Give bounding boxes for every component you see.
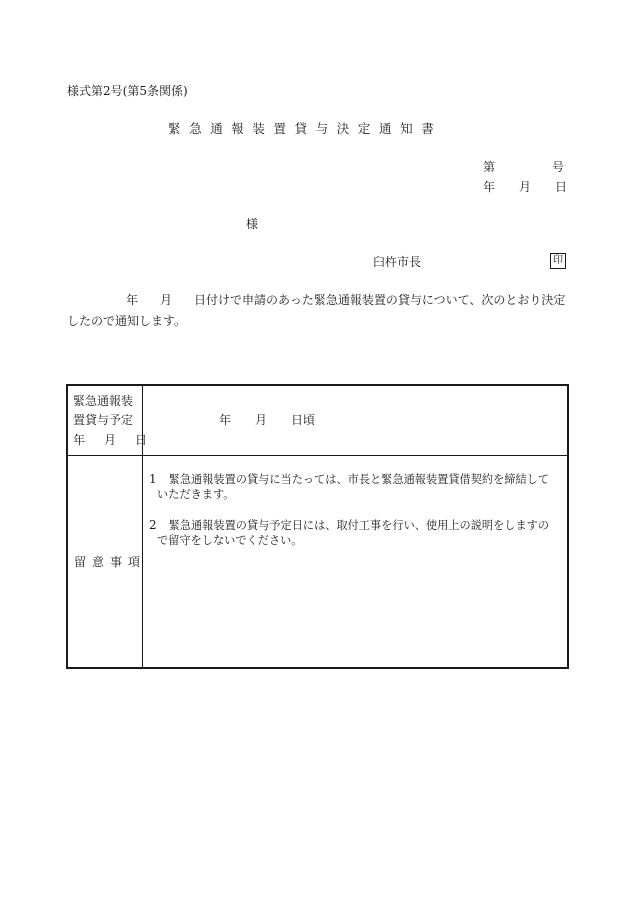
note-1-number: 1 — [149, 472, 157, 486]
note-1-line-2: いただきます。 — [157, 488, 235, 501]
note-2-line-1 — [149, 519, 549, 531]
value-month: 月 — [255, 413, 268, 427]
issue-date — [483, 181, 567, 193]
scheduled-date-label-line-2: 置貸与予定 — [73, 413, 134, 427]
body-year: 年 — [126, 293, 139, 307]
body-rest: 日付けで申請のあった緊急通報装置の貸与について、次のとおり決定 — [194, 293, 566, 307]
issuer-mayor: 臼杵市長 — [373, 255, 422, 269]
value-year: 年 — [219, 413, 232, 427]
note-2-line-2: で留守をしないでください。 — [157, 534, 303, 547]
label-year: 年 — [73, 433, 86, 447]
scheduled-date-label-line-3 — [73, 434, 147, 446]
note-1-line-1 — [149, 473, 549, 485]
body-month: 月 — [160, 293, 173, 307]
notes-label: 留意事項 — [74, 555, 147, 569]
info-table — [66, 384, 569, 669]
addressee-honorific: 様 — [246, 217, 259, 231]
issue-date-day: 日 — [555, 180, 568, 194]
note-1-text: 緊急通報装置の貸与に当たっては、市長と緊急通報装置貸借契約を締結して — [168, 473, 550, 486]
form-number: 様式第2号(第5条関係) — [67, 84, 188, 98]
document-title: 緊急通報装置貸与決定通知書 — [168, 121, 443, 136]
note-2-number: 2 — [149, 518, 157, 532]
value-day: 日頃 — [291, 413, 316, 427]
scheduled-date-value — [219, 414, 315, 426]
document-number-suffix: 号 — [552, 160, 565, 174]
issue-date-year: 年 — [483, 180, 496, 194]
body-text-line-2: したので通知します。 — [67, 314, 187, 328]
label-month: 月 — [104, 433, 117, 447]
scheduled-date-label-line-1: 緊急通報装 — [73, 394, 134, 408]
document-number-prefix: 第 — [483, 160, 496, 174]
table-column-divider — [142, 386, 143, 667]
note-2-text: 緊急通報装置の貸与予定日には、取付工事を行い、使用上の説明をしますの — [168, 519, 550, 532]
seal-mark: 印 — [550, 253, 566, 269]
body-text-line-1 — [126, 294, 565, 306]
issue-date-month: 月 — [519, 180, 532, 194]
label-day: 日 — [135, 433, 148, 447]
table-row-divider — [68, 455, 567, 456]
